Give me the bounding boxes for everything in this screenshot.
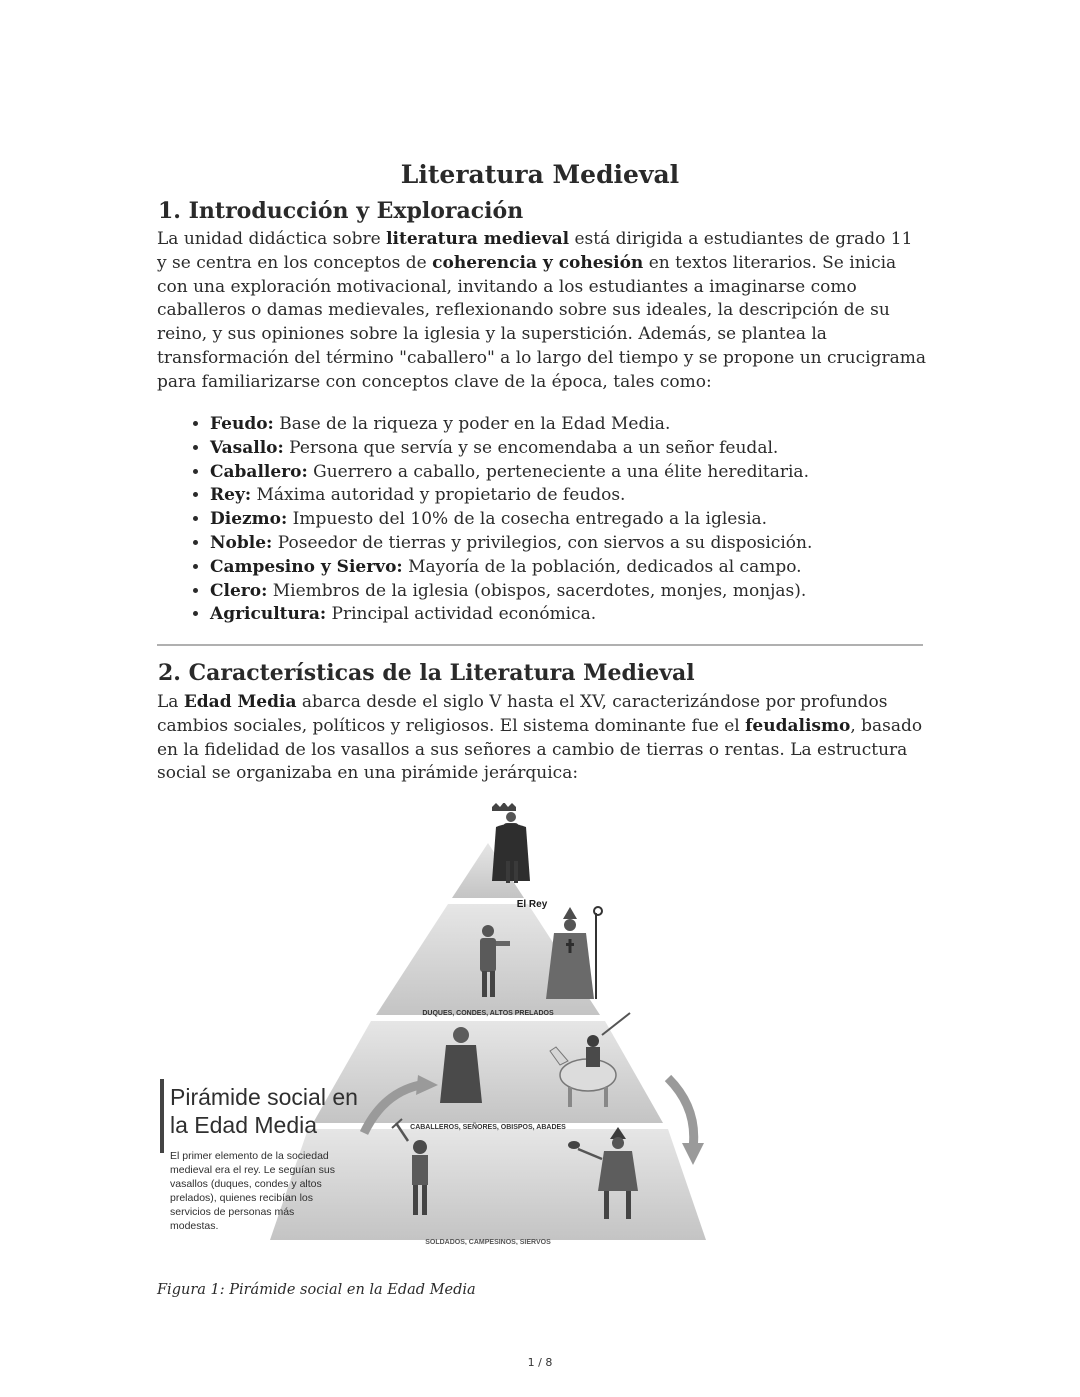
feudalism-paragraph: La Edad Media abarca desde el siglo V hasta el XV, caracterizándose por profundos cambios sociales, políticos y religiosos. El sistema dominante fue el feudalismo, basado en la fidelidad de los vasallos a sus señores a cambio de tierras o rentas. La estructura social se organizaba en una pirámide jerárquica: (157, 692, 923, 784)
prelate-figure (546, 907, 602, 999)
list-item: • Rey: Máxima autoridad y propietario de feudos. (210, 484, 980, 508)
figure-title-line1: Pirámide social en (170, 1084, 358, 1110)
figure-title-accent-bar (160, 1079, 164, 1153)
tier-label-peasants: SOLDADOS, CAMPESINOS, SIERVOS (425, 1239, 551, 1245)
intro-paragraph: La unidad didáctica sobre literatura medieval está dirigida a estudiantes de grado 11 y se centra en los conceptos de coherencia y cohesión en textos literarios. Se inicia con una exploración motivacional, invitando a los estudiantes a imaginarse como caballeros o damas medievales, reflexionando sobre sus ideales, la descripción de su reino, y sus opiniones sobre la iglesia y la superstición. Además, se plantea la transformación del término "caballero" a lo largo del tiempo y se propone un crucigrama para familiarizarse con conceptos clave de la época, tales como: (157, 229, 926, 392)
right-arrow-head (682, 1143, 704, 1165)
figure-blurb-line: vasallos (duques, condes y altos (170, 1178, 322, 1190)
figure-blurb-line: modestas. (170, 1220, 219, 1232)
list-item: • Caballero: Guerrero a caballo, perteneciente a una élite hereditaria. (210, 461, 980, 485)
page-number: 1 / 8 (527, 1356, 553, 1369)
list-item: • Vasallo: Persona que servía y se encomendaba a un señor feudal. (210, 437, 980, 461)
figure-blurb-line: El primer elemento de la sociedad (170, 1150, 329, 1162)
list-item: • Agricultura: Principal actividad económica. (210, 603, 980, 627)
horizontal-divider (157, 644, 923, 646)
figure-caption: Figura 1: Pirámide social en la Edad Media (157, 1282, 476, 1298)
social-pyramid-figure (158, 803, 706, 1245)
page-title: Literatura Medieval (400, 160, 680, 189)
list-item: • Diezmo: Impuesto del 10% de la cosecha entregado a la iglesia. (210, 508, 980, 532)
right-curved-arrow (668, 1078, 694, 1148)
figure-blurb-line: servicios de personas más (170, 1206, 295, 1218)
tier-label-knights: CABALLEROS, SEÑORES, OBISPOS, ABADES (410, 1124, 566, 1131)
figure-blurb-line: prelados), quienes recibían los (170, 1192, 314, 1204)
figure-title-line2: la Edad Media (170, 1112, 318, 1138)
figure-blurb-line: medieval era el rey. Le seguían sus (170, 1164, 335, 1176)
pyramid-tier-peasants (270, 1129, 706, 1240)
list-item: • Noble: Poseedor de tierras y privilegios, con siervos a su disposición. (210, 532, 980, 556)
tier-label-king: El Rey (516, 899, 548, 910)
list-item: • Campesino y Siervo: Mayoría de la población, dedicados al campo. (210, 556, 980, 580)
concept-list (157, 413, 980, 627)
section-heading-characteristics: 2. Características de la Literatura Medieval (158, 660, 695, 686)
list-item: • Clero: Miembros de la iglesia (obispos, sacerdotes, monjes, monjas). (210, 580, 980, 604)
tier-label-nobles: DUQUES, CONDES, ALTOS PRELADOS (422, 1010, 554, 1017)
list-item: • Feudo: Base de la riqueza y poder en la Edad Media. (210, 413, 980, 437)
king-figure (492, 803, 530, 883)
section-heading-intro: 1. Introducción y Exploración (158, 198, 524, 224)
